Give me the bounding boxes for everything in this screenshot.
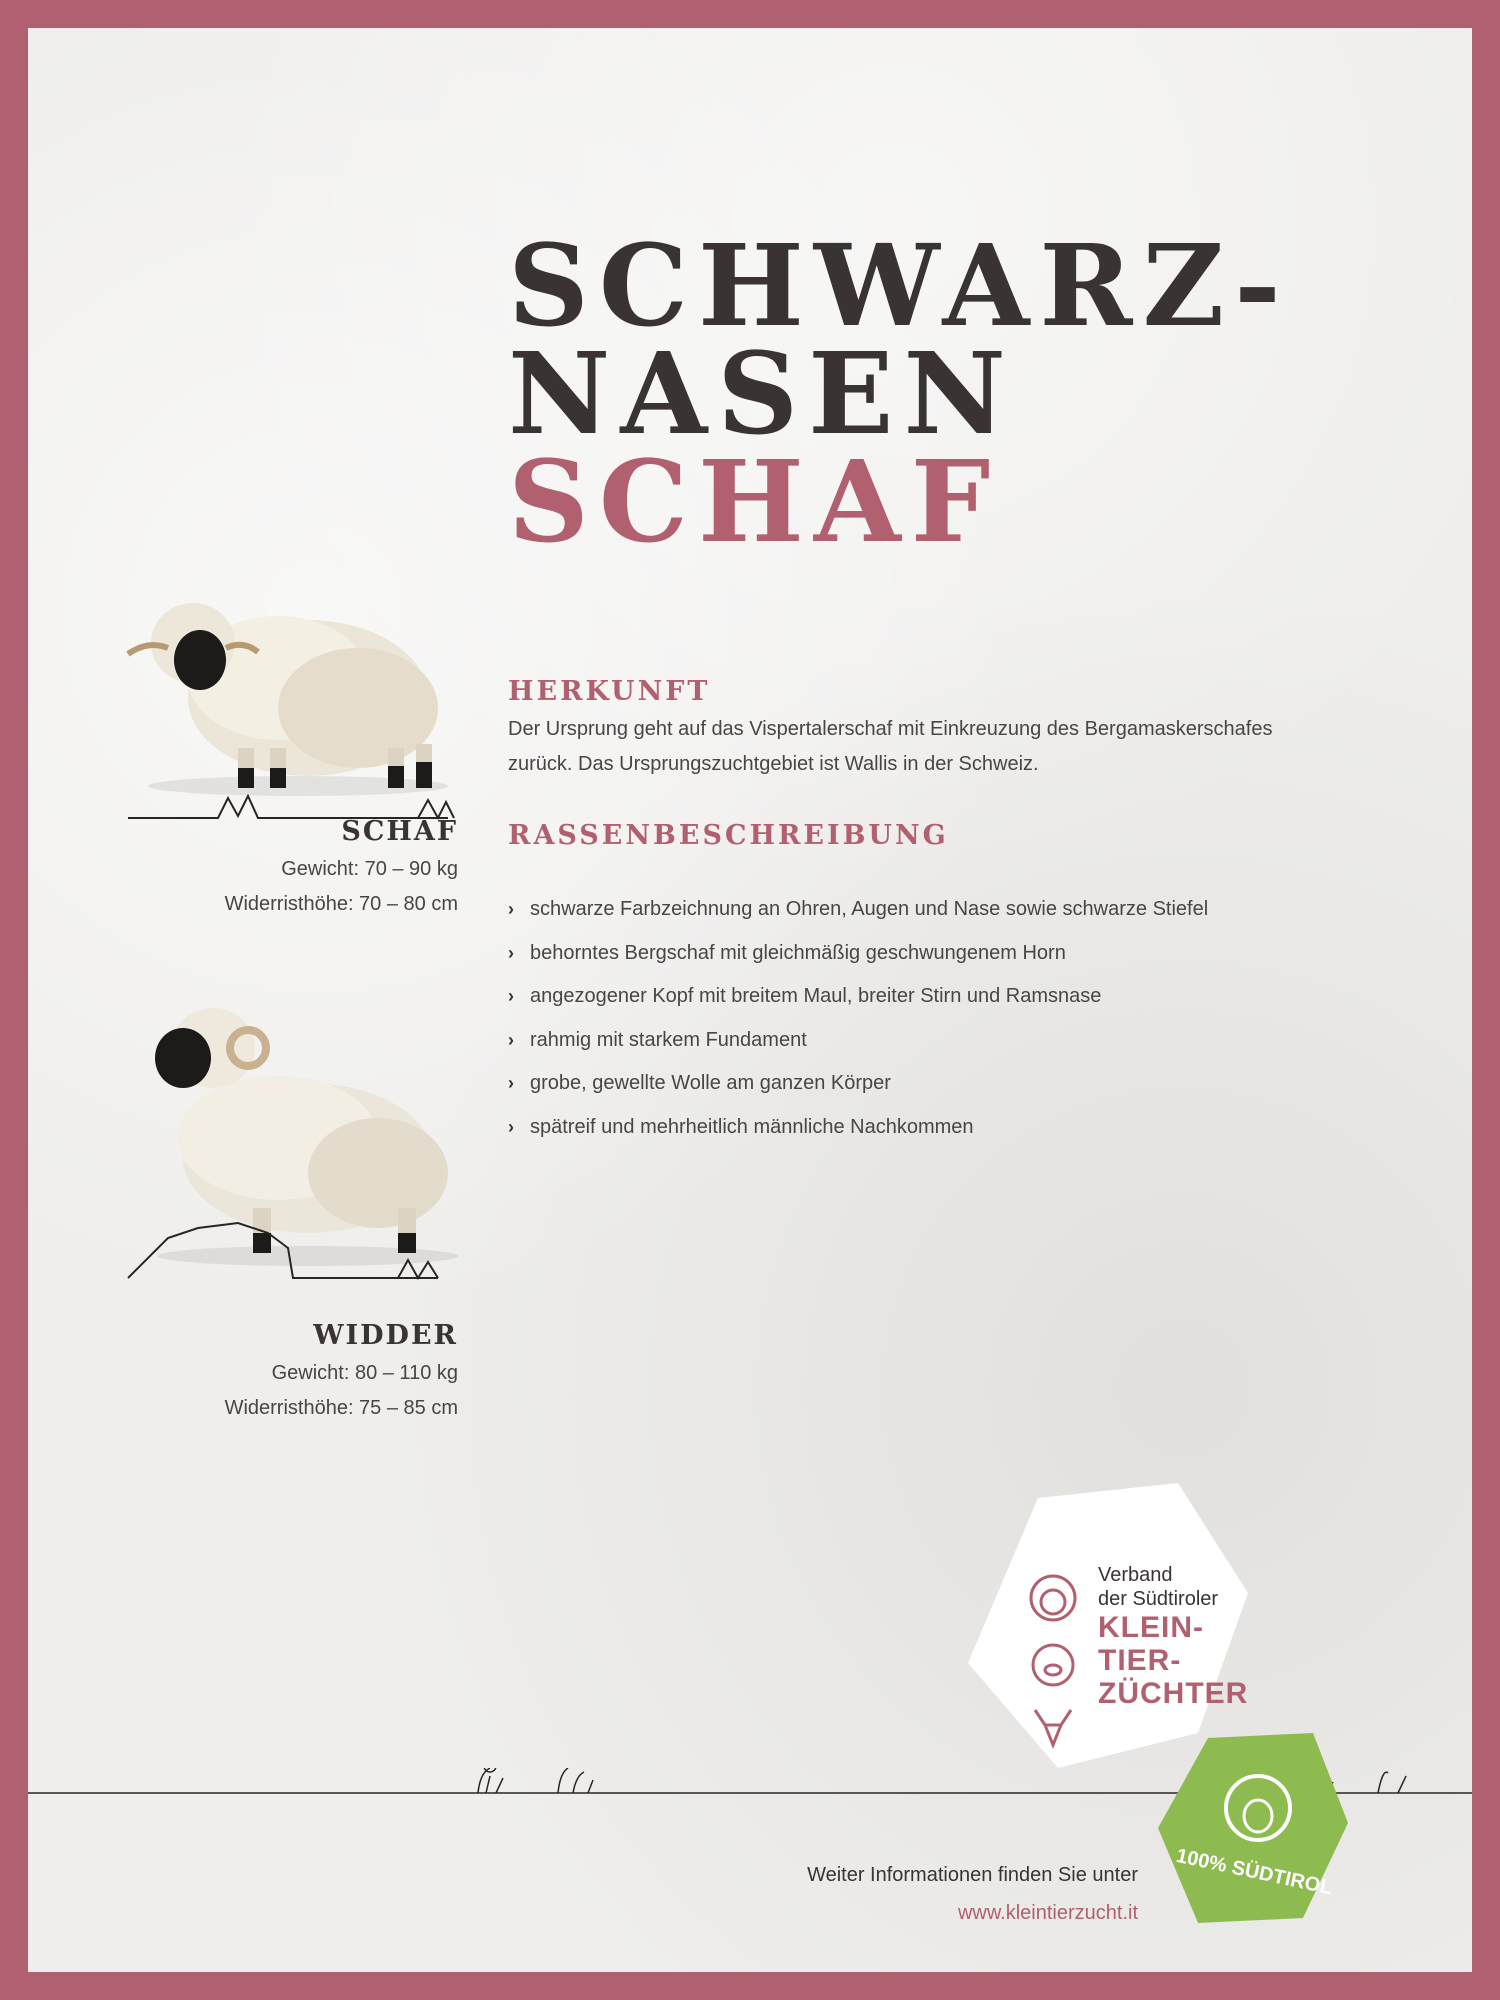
title-line-2: NASEN: [508, 329, 1016, 460]
logo-line-2: der Südtiroler: [1098, 1588, 1219, 1610]
chevron-right-icon: ›: [508, 1029, 514, 1050]
logo-text: [1098, 1563, 1248, 1710]
herkunft-line-1: Der Ursprung geht auf das Vispertalerschaf mit Einkreuzung des Bergamaskerschafes: [508, 718, 1273, 740]
animal-icons: [1013, 1570, 1093, 1760]
website-link[interactable]: www.kleintierzucht.it: [957, 1902, 1138, 1924]
list-item: › angezogener Kopf mit breitem Maul, breiter Stirn und Ramsnase: [508, 975, 1208, 1019]
schaf-gewicht: Gewicht: 70 – 90 kg: [281, 858, 458, 880]
logo-line-1: Verband: [1098, 1564, 1173, 1586]
sheep-image: [98, 548, 498, 828]
widder-hoehe: Widerristhöhe: 75 – 85 cm: [224, 1397, 458, 1419]
pig-icon: [1033, 1645, 1073, 1685]
schaf-hoehe: Widerristhöhe: 70 – 80 cm: [224, 893, 458, 915]
widder-gewicht: Gewicht: 80 – 110 kg: [271, 1362, 458, 1384]
rasse-heading: RASSENBESCHREIBUNG: [508, 820, 949, 851]
suedtirol-badge: [1153, 1728, 1353, 1928]
title-line-3: SCHAF: [508, 437, 1001, 568]
list-item: › schwarze Farbzeichnung an Ohren, Augen und Nase sowie schwarze Stiefel: [508, 888, 1208, 932]
list-item: › behorntes Bergschaf mit gleichmäßig geschwungenem Horn: [508, 932, 1208, 976]
widder-label: WIDDER: [313, 1320, 458, 1351]
poster: [28, 28, 1472, 1972]
title-line-1: SCHWARZ-: [508, 221, 1291, 352]
chevron-right-icon: ›: [508, 1073, 514, 1093]
herkunft-heading: HERKUNFT: [508, 676, 711, 707]
logo-big-3: ZÜCHTER: [1098, 1677, 1249, 1710]
logo-big-1: KLEIN-: [1098, 1611, 1204, 1644]
list-item: › grobe, gewellte Wolle am ganzen Körper: [508, 1062, 1208, 1106]
chevron-right-icon: ›: [508, 1116, 514, 1137]
ram-image: [98, 978, 508, 1298]
chevron-right-icon: ›: [508, 986, 514, 1006]
herkunft-text: [508, 712, 1368, 782]
schaf-label: SCHAF: [341, 816, 458, 847]
list-item: › rahmig mit starkem Fundament: [508, 1019, 1208, 1063]
badge-text: 100% SÜDTIROL: [1174, 1844, 1335, 1900]
herkunft-line-2: zurück. Das Ursprungszuchtgebiet ist Wallis in der Schweiz.: [508, 753, 1039, 775]
list-item: › spätreif und mehrheitlich männliche Nachkommen: [508, 1106, 1208, 1150]
chevron-right-icon: ›: [508, 942, 514, 963]
logo-big-2: TIER-: [1098, 1644, 1182, 1677]
goat-icon: [1035, 1710, 1071, 1745]
rasse-list: [508, 888, 1208, 1149]
page-title: [508, 221, 1291, 568]
footer-note: Weiter Informationen finden Sie unter: [807, 1864, 1138, 1886]
sheep-icon: [1031, 1576, 1075, 1620]
chevron-right-icon: ›: [508, 899, 514, 919]
